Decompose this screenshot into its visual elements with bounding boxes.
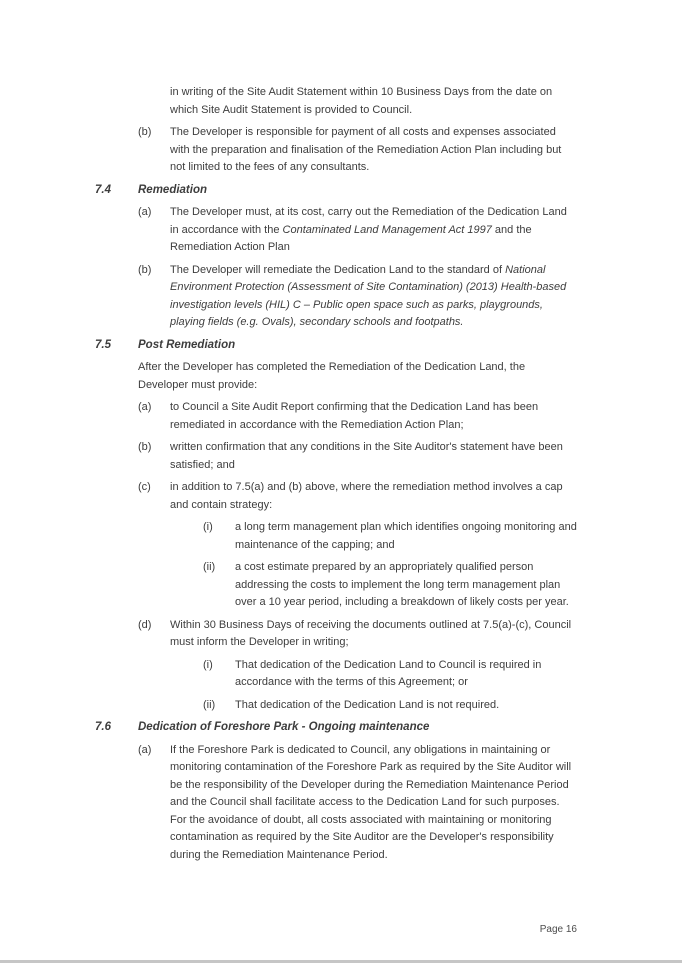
item-label: (a): [138, 206, 152, 218]
list-item-7-5-c: [95, 479, 577, 514]
sublist-item-7-5-d-ii: [95, 697, 577, 715]
item-text: That dedication of the Dedication Land to Council is required in accordance with the terms of this Agreement; or: [235, 658, 542, 688]
list-item-prior-b: [95, 124, 577, 177]
section-title: Remediation: [138, 183, 208, 196]
item-label: (i): [203, 658, 213, 671]
item-text: to Council a Site Audit Report confirming that the Dedication Land has been remediated in accordance with the Remediation Action Plan;: [170, 401, 539, 431]
text-segment: and the Remediation Action Plan: [170, 223, 532, 253]
list-item-7-4-a: [95, 204, 577, 257]
item-text: written confirmation that any conditions in the Site Auditor's statement have been satisfied; and: [170, 441, 563, 471]
paragraph-intro-7-5: After the Developer has completed the Remediation of the Dedication Land, the Developer must provide:: [138, 361, 526, 391]
item-text: a cost estimate prepared by an appropriately qualified person addressing the costs to implement the long term management plan over a 10 year period, including a breakdown of likely costs per year.: [235, 561, 569, 608]
list-item-7-5-a: [95, 399, 577, 434]
item-label: (b): [138, 126, 152, 138]
document-content: [95, 84, 577, 869]
item-text: If the Foreshore Park is dedicated to Council, any obligations in maintaining or monitoring contamination of the Foreshore Park as required by the Site Auditor will be the responsibility of the Developer during the Remediation Maintenance Period and the Council shall facilitate access to the Dedication Land for such purposes. For the avoidance of doubt, all costs associated with maintaining or monitoring contamination as required by the Site Auditor are the Developer's responsibility during the Remediation Maintenance Period.: [170, 743, 572, 861]
list-item-7-4-b: [95, 262, 577, 332]
section-number: 7.5: [95, 338, 111, 351]
item-text: The Developer is responsible for payment of all costs and expenses associated with the preparation and finalisation of the Remediation Action Plan including but not limited to the fees of any consultants.: [170, 126, 562, 173]
item-label: (d): [138, 618, 152, 631]
item-text: in addition to 7.5(a) and (b) above, where the remediation method involves a cap and contain strategy:: [170, 481, 563, 511]
item-text: Within 30 Business Days of receiving the documents outlined at 7.5(a)-(c), Council must inform the Developer in writing;: [170, 618, 572, 648]
item-label: (a): [138, 401, 152, 413]
item-label: (ii): [203, 561, 216, 573]
item-text: [170, 204, 577, 257]
section-heading-7-4: [95, 182, 577, 200]
sublist-item-7-5-c-i: [95, 519, 577, 554]
section-number: 7.6: [95, 721, 111, 733]
section-heading-7-5: [95, 337, 577, 355]
section-heading-7-6: [95, 719, 577, 737]
paragraph-continuation: in writing of the Site Audit Statement within 10 Business Days from the date on which Site Audit Statement is provided to Council.: [170, 86, 553, 116]
item-text: That dedication of the Dedication Land is not required.: [235, 698, 500, 711]
section-title: Post Remediation: [138, 338, 236, 351]
section-number: 7.4: [95, 183, 111, 196]
list-item-7-5-d: [95, 617, 577, 652]
page-number: Page 16: [539, 924, 577, 935]
item-text: a long term management plan which identifies ongoing monitoring and maintenance of the capping; and: [235, 521, 577, 551]
item-label: (c): [138, 481, 151, 493]
text-segment-italic: Contaminated Land Management Act 1997: [282, 223, 492, 236]
page-footer: [95, 921, 577, 939]
item-text: [170, 262, 577, 332]
item-label: (ii): [203, 698, 216, 711]
text-segment: The Developer must, at its cost, carry out the Remediation of the Dedication Land in accordance with the: [170, 206, 567, 236]
text-segment: The Developer will remediate the Dedication Land to the standard of: [170, 263, 506, 276]
list-item-7-5-b: [95, 439, 577, 474]
section-title: Dedication of Foreshore Park - Ongoing maintenance: [138, 721, 430, 733]
item-label: (a): [138, 743, 152, 756]
item-label: (i): [203, 521, 213, 533]
sublist-item-7-5-d-i: [95, 657, 577, 692]
text-segment-italic: National Environment Protection (Assessment of Site Contamination) (2013) Health-based investigation levels (HIL) C – Public open space such as parks, playgrounds, playing fields (e.g. Ovals), secondary schools and footpaths.: [170, 263, 567, 328]
item-label: (b): [138, 263, 152, 276]
item-label: (b): [138, 441, 152, 453]
list-item-7-6-a: [95, 742, 577, 865]
bottom-divider: [0, 960, 682, 963]
sublist-item-7-5-c-ii: [95, 559, 577, 612]
